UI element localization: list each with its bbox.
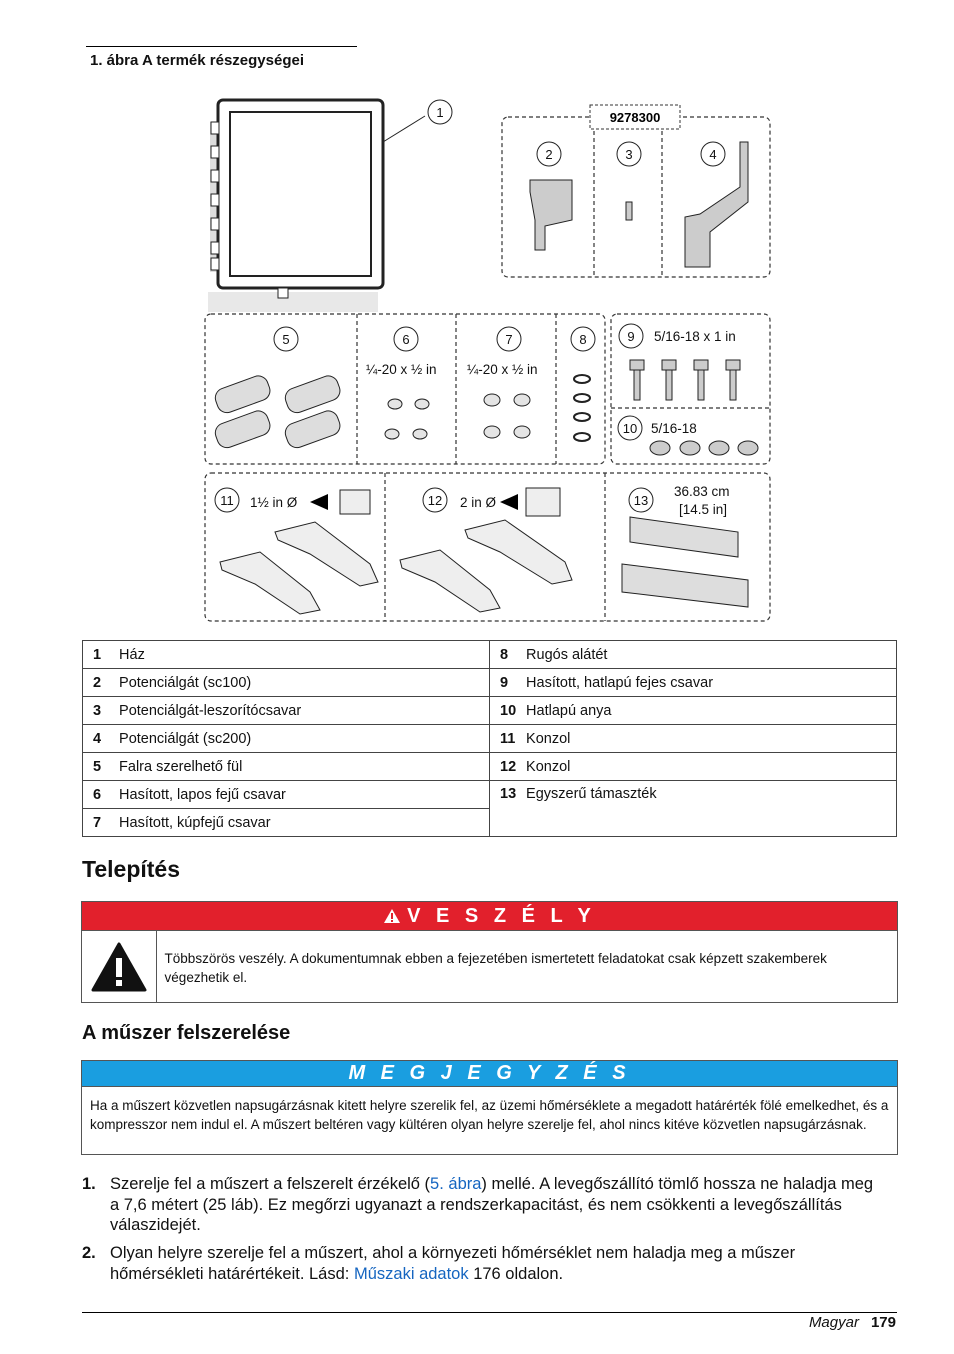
footer-rule bbox=[82, 1312, 897, 1313]
section-title: Telepítés bbox=[82, 856, 180, 882]
callout-1: 1 bbox=[436, 105, 444, 120]
note-heading: M E G J E G Y Z É S bbox=[82, 1061, 897, 1087]
callout-9: 9 bbox=[627, 329, 635, 344]
item10-label: 5/16-18 bbox=[651, 421, 697, 436]
hex-bolts-drawing bbox=[630, 360, 740, 400]
enclosure-drawing bbox=[208, 100, 425, 312]
callout-3: 3 bbox=[625, 147, 633, 162]
callout-11: 11 bbox=[220, 493, 234, 508]
callout-8: 8 bbox=[579, 332, 587, 347]
item11-label: 1½ in Ø bbox=[250, 495, 298, 510]
page-footer bbox=[809, 1314, 896, 1331]
callout-12: 12 bbox=[427, 493, 443, 508]
technical-data-link[interactable]: Műszaki adatok bbox=[353, 1264, 469, 1283]
danger-text: Többszörös veszély. A dokumentumnak ebben a fejezetében ismertetett feladatokat csak képzett szakemberek végezhetik el. bbox=[164, 951, 827, 985]
simple-support-drawing bbox=[622, 517, 748, 607]
callout-2: 2 bbox=[545, 147, 553, 162]
note-box bbox=[81, 1060, 898, 1155]
table-row: 7 Hasított, kúpfejű csavar bbox=[83, 809, 897, 837]
subsection-title: A műszer felszerelése bbox=[82, 1022, 291, 1044]
footer-language: Magyar bbox=[808, 1314, 859, 1331]
callout-7: 7 bbox=[505, 332, 513, 347]
note-text: Ha a műszert közvetlen napsugárzásnak kitett helyre szerelik fel, az üzemi hőmérséklete a megadott határérték fölé emelkedhet, és a kompresszor nem indul el. A műszert beltéren vagy kültéren olyan helyre szerelje fel, ahol nincs kitéve közvetlen napsugárzásnak. bbox=[90, 1098, 889, 1132]
item6-label: ¼-20 x ½ in bbox=[366, 362, 437, 377]
callout-5: 5 bbox=[282, 332, 290, 347]
danger-heading: V E S Z É L Y bbox=[82, 902, 897, 931]
table-row: 3 Potenciálgát-leszorítócsavar 10 Hatlapú anya bbox=[83, 697, 897, 725]
spring-washers-drawing bbox=[574, 375, 590, 441]
table-row: 4 Potenciálgát (sc200) 11 Konzol bbox=[83, 725, 897, 753]
danger-box bbox=[81, 901, 898, 1003]
item7-label: ¼-20 x ½ in bbox=[467, 362, 538, 377]
step-1: 1. Szerelje fel a műszert a felszerelt érzékelő (5. ábra) mellé. A levegőszállító tömlő hossza ne haladja meg a 7,6 métert (25 láb). Ez megőrzi ugyanazt a rendszerkapacitást, és nem csökkenti a levegőszállítás válaszidejét. bbox=[82, 1175, 874, 1234]
item9-label: 5/16-18 x 1 in bbox=[654, 329, 736, 344]
wall-ears-drawing bbox=[213, 373, 343, 450]
warning-icon bbox=[383, 908, 401, 924]
screws-drawing bbox=[385, 394, 530, 439]
product-components-figure bbox=[200, 92, 780, 630]
table-row: 2 Potenciálgát (sc100) 9 Hasított, hatlapú fejes csavar bbox=[83, 669, 897, 697]
figure-caption-rule bbox=[86, 46, 357, 47]
table-row: 1 Ház 8 Rugós alátét bbox=[83, 641, 897, 669]
figure-5-link[interactable]: 5. ábra bbox=[430, 1175, 482, 1193]
page-number: 179 bbox=[870, 1314, 896, 1331]
item13-in-label: [14.5 in] bbox=[679, 502, 728, 517]
callout-10: 10 bbox=[622, 421, 638, 436]
hex-nuts-drawing bbox=[650, 441, 758, 455]
table-row: 6 Hasított, lapos fejű csavar 13 Egyszerű támaszték bbox=[83, 781, 897, 809]
kit-number: 9278300 bbox=[609, 110, 661, 125]
table-row: 5 Falra szerelhető fül 12 Konzol bbox=[83, 753, 897, 781]
step-2: 2. Olyan helyre szerelje fel a műszert, ahol a környezeti hőmérséklet nem haladja meg a műszer hőmérsékleti határértékeit. Lásd: Műszaki adatok 176 oldalon. bbox=[82, 1244, 796, 1283]
callout-6: 6 bbox=[402, 332, 410, 347]
warning-triangle-icon bbox=[91, 942, 147, 992]
item12-label: 2 in Ø bbox=[460, 495, 497, 510]
parts-table bbox=[82, 640, 897, 837]
callout-13: 13 bbox=[633, 493, 649, 508]
item13-cm-label: 36.83 cm bbox=[674, 484, 730, 499]
figure-caption: 1. ábra A termék részegységei bbox=[90, 52, 305, 69]
callout-4: 4 bbox=[709, 147, 717, 162]
